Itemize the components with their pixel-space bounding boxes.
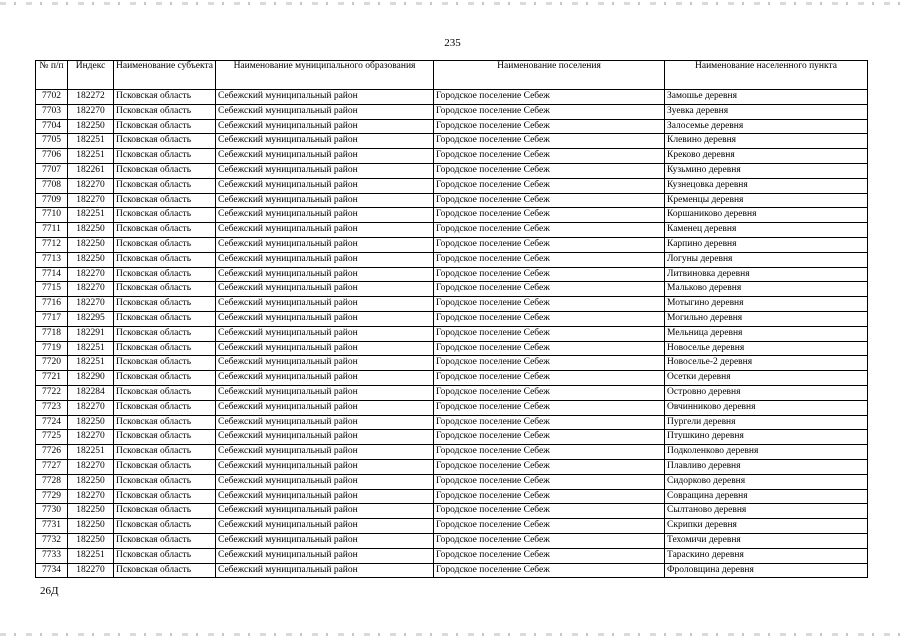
cell-subject: Псковская область <box>114 237 216 252</box>
cell-num: 7726 <box>36 445 68 460</box>
cell-num: 7720 <box>36 356 68 371</box>
cell-settlement: Городское поселение Себеж <box>434 459 665 474</box>
cell-index: 182251 <box>68 208 114 223</box>
cell-locality: Новоселье деревня <box>665 341 868 356</box>
cell-locality: Мальково деревня <box>665 282 868 297</box>
cell-locality: Фроловщина деревня <box>665 563 868 578</box>
cell-subject: Псковская область <box>114 400 216 415</box>
cell-locality: Тараскино деревня <box>665 548 868 563</box>
cell-settlement: Городское поселение Себеж <box>434 208 665 223</box>
cell-num: 7712 <box>36 237 68 252</box>
cell-locality: Логуны деревня <box>665 252 868 267</box>
cell-subject: Псковская область <box>114 445 216 460</box>
cell-num: 7708 <box>36 178 68 193</box>
cell-index: 182250 <box>68 519 114 534</box>
footer-code: 26Д <box>40 585 59 597</box>
table-row <box>36 459 868 474</box>
header-num: № п/п <box>36 61 68 90</box>
cell-locality: Птушкино деревня <box>665 430 868 445</box>
cell-settlement: Городское поселение Себеж <box>434 149 665 164</box>
cell-municipality: Себежский муниципальный район <box>216 208 434 223</box>
cell-municipality: Себежский муниципальный район <box>216 385 434 400</box>
cell-num: 7704 <box>36 119 68 134</box>
table-row <box>36 356 868 371</box>
cell-settlement: Городское поселение Себеж <box>434 356 665 371</box>
cell-municipality: Себежский муниципальный район <box>216 326 434 341</box>
scan-edge-top <box>0 2 905 5</box>
cell-municipality: Себежский муниципальный район <box>216 563 434 578</box>
table-row <box>36 90 868 105</box>
cell-locality: Кременцы деревня <box>665 193 868 208</box>
table-row <box>36 178 868 193</box>
cell-settlement: Городское поселение Себеж <box>434 237 665 252</box>
cell-index: 182261 <box>68 163 114 178</box>
cell-municipality: Себежский муниципальный район <box>216 178 434 193</box>
cell-subject: Псковская область <box>114 311 216 326</box>
cell-settlement: Городское поселение Себеж <box>434 371 665 386</box>
cell-index: 182251 <box>68 341 114 356</box>
cell-municipality: Себежский муниципальный район <box>216 119 434 134</box>
header-settlement: Наименование поселения <box>434 61 665 90</box>
cell-num: 7707 <box>36 163 68 178</box>
cell-settlement: Городское поселение Себеж <box>434 90 665 105</box>
cell-settlement: Городское поселение Себеж <box>434 297 665 312</box>
cell-municipality: Себежский муниципальный район <box>216 445 434 460</box>
table-row <box>36 104 868 119</box>
cell-locality: Осетки деревня <box>665 371 868 386</box>
cell-locality: Сидорково деревня <box>665 474 868 489</box>
page-number: 235 <box>444 37 461 49</box>
cell-subject: Псковская область <box>114 548 216 563</box>
table-row <box>36 430 868 445</box>
table-row <box>36 208 868 223</box>
cell-index: 182250 <box>68 504 114 519</box>
table-row <box>36 237 868 252</box>
header-index: Индекс <box>68 61 114 90</box>
cell-index: 182270 <box>68 297 114 312</box>
cell-subject: Псковская область <box>114 119 216 134</box>
cell-settlement: Городское поселение Себеж <box>434 519 665 534</box>
cell-locality: Плавливо деревня <box>665 459 868 474</box>
cell-municipality: Себежский муниципальный район <box>216 533 434 548</box>
cell-municipality: Себежский муниципальный район <box>216 474 434 489</box>
cell-municipality: Себежский муниципальный район <box>216 489 434 504</box>
table-row <box>36 548 868 563</box>
cell-settlement: Городское поселение Себеж <box>434 341 665 356</box>
cell-num: 7732 <box>36 533 68 548</box>
cell-locality: Сылтаново деревня <box>665 504 868 519</box>
cell-municipality: Себежский муниципальный район <box>216 504 434 519</box>
cell-num: 7710 <box>36 208 68 223</box>
cell-subject: Псковская область <box>114 193 216 208</box>
table-row <box>36 474 868 489</box>
cell-index: 182291 <box>68 326 114 341</box>
cell-index: 182270 <box>68 178 114 193</box>
table-row <box>36 163 868 178</box>
cell-municipality: Себежский муниципальный район <box>216 430 434 445</box>
cell-index: 182270 <box>68 267 114 282</box>
cell-subject: Псковская область <box>114 163 216 178</box>
cell-settlement: Городское поселение Себеж <box>434 533 665 548</box>
cell-index: 182251 <box>68 356 114 371</box>
cell-subject: Псковская область <box>114 90 216 105</box>
table-row <box>36 193 868 208</box>
cell-num: 7718 <box>36 326 68 341</box>
cell-subject: Псковская область <box>114 178 216 193</box>
table-row <box>36 134 868 149</box>
cell-settlement: Городское поселение Себеж <box>434 548 665 563</box>
cell-num: 7719 <box>36 341 68 356</box>
cell-locality: Островно деревня <box>665 385 868 400</box>
table-row <box>36 371 868 386</box>
cell-subject: Псковская область <box>114 282 216 297</box>
cell-num: 7722 <box>36 385 68 400</box>
cell-municipality: Себежский муниципальный район <box>216 193 434 208</box>
cell-locality: Клевино деревня <box>665 134 868 149</box>
table-row <box>36 223 868 238</box>
cell-index: 182270 <box>68 193 114 208</box>
cell-locality: Зуевка деревня <box>665 104 868 119</box>
cell-subject: Псковская область <box>114 267 216 282</box>
cell-locality: Креково деревня <box>665 149 868 164</box>
cell-num: 7727 <box>36 459 68 474</box>
table-row <box>36 297 868 312</box>
cell-locality: Литвиновка деревня <box>665 267 868 282</box>
cell-subject: Псковская область <box>114 385 216 400</box>
cell-settlement: Городское поселение Себеж <box>434 326 665 341</box>
cell-locality: Залосемье деревня <box>665 119 868 134</box>
cell-index: 182250 <box>68 119 114 134</box>
cell-municipality: Себежский муниципальный район <box>216 267 434 282</box>
cell-subject: Псковская область <box>114 208 216 223</box>
cell-settlement: Городское поселение Себеж <box>434 134 665 149</box>
cell-subject: Псковская область <box>114 459 216 474</box>
cell-index: 182290 <box>68 371 114 386</box>
cell-municipality: Себежский муниципальный район <box>216 311 434 326</box>
table-row <box>36 563 868 578</box>
cell-settlement: Городское поселение Себеж <box>434 193 665 208</box>
cell-settlement: Городское поселение Себеж <box>434 489 665 504</box>
cell-subject: Псковская область <box>114 134 216 149</box>
cell-settlement: Городское поселение Себеж <box>434 163 665 178</box>
cell-locality: Коршаниково деревня <box>665 208 868 223</box>
cell-subject: Псковская область <box>114 356 216 371</box>
cell-subject: Псковская область <box>114 149 216 164</box>
cell-locality: Скрипки деревня <box>665 519 868 534</box>
cell-index: 182251 <box>68 134 114 149</box>
cell-locality: Каменец деревня <box>665 223 868 238</box>
cell-subject: Псковская область <box>114 563 216 578</box>
table-row <box>36 445 868 460</box>
cell-subject: Псковская область <box>114 252 216 267</box>
cell-municipality: Себежский муниципальный район <box>216 548 434 563</box>
cell-locality: Кузьмино деревня <box>665 163 868 178</box>
table-row <box>36 341 868 356</box>
cell-index: 182251 <box>68 548 114 563</box>
scan-edge-bottom <box>0 633 905 636</box>
cell-num: 7721 <box>36 371 68 386</box>
cell-index: 182250 <box>68 237 114 252</box>
table-row <box>36 519 868 534</box>
cell-index: 182251 <box>68 445 114 460</box>
cell-subject: Псковская область <box>114 341 216 356</box>
table-row <box>36 252 868 267</box>
cell-locality: Пургели деревня <box>665 415 868 430</box>
cell-index: 182251 <box>68 149 114 164</box>
cell-index: 182270 <box>68 430 114 445</box>
cell-locality: Новоселье-2 деревня <box>665 356 868 371</box>
cell-municipality: Себежский муниципальный район <box>216 134 434 149</box>
cell-municipality: Себежский муниципальный район <box>216 297 434 312</box>
table-row <box>36 489 868 504</box>
cell-municipality: Себежский муниципальный район <box>216 223 434 238</box>
cell-index: 182295 <box>68 311 114 326</box>
cell-num: 7716 <box>36 297 68 312</box>
cell-municipality: Себежский муниципальный район <box>216 371 434 386</box>
cell-settlement: Городское поселение Себеж <box>434 474 665 489</box>
cell-locality: Замошье деревня <box>665 90 868 105</box>
table-row <box>36 533 868 548</box>
table-row <box>36 311 868 326</box>
cell-locality: Подколенково деревня <box>665 445 868 460</box>
cell-municipality: Себежский муниципальный район <box>216 149 434 164</box>
cell-municipality: Себежский муниципальный район <box>216 356 434 371</box>
cell-municipality: Себежский муниципальный район <box>216 400 434 415</box>
cell-municipality: Себежский муниципальный район <box>216 459 434 474</box>
cell-settlement: Городское поселение Себеж <box>434 311 665 326</box>
cell-num: 7734 <box>36 563 68 578</box>
cell-settlement: Городское поселение Себеж <box>434 430 665 445</box>
cell-subject: Псковская область <box>114 430 216 445</box>
cell-subject: Псковская область <box>114 415 216 430</box>
table-row <box>36 282 868 297</box>
table-row <box>36 504 868 519</box>
localities-table <box>35 60 868 578</box>
cell-num: 7729 <box>36 489 68 504</box>
cell-settlement: Городское поселение Себеж <box>434 385 665 400</box>
header-municipality: Наименование муниципального образования <box>216 61 434 90</box>
cell-municipality: Себежский муниципальный район <box>216 237 434 252</box>
cell-num: 7711 <box>36 223 68 238</box>
cell-num: 7728 <box>36 474 68 489</box>
cell-num: 7706 <box>36 149 68 164</box>
cell-index: 182250 <box>68 474 114 489</box>
cell-locality: Кузнецовка деревня <box>665 178 868 193</box>
cell-num: 7733 <box>36 548 68 563</box>
header-locality: Наименование населенного пункта <box>665 61 868 90</box>
cell-num: 7723 <box>36 400 68 415</box>
cell-subject: Псковская область <box>114 326 216 341</box>
cell-locality: Техомичи деревня <box>665 533 868 548</box>
cell-subject: Псковская область <box>114 223 216 238</box>
cell-settlement: Городское поселение Себеж <box>434 104 665 119</box>
cell-num: 7731 <box>36 519 68 534</box>
cell-locality: Мотыгино деревня <box>665 297 868 312</box>
cell-settlement: Городское поселение Себеж <box>434 267 665 282</box>
table-row <box>36 267 868 282</box>
cell-municipality: Себежский муниципальный район <box>216 415 434 430</box>
cell-subject: Псковская область <box>114 489 216 504</box>
cell-index: 182270 <box>68 282 114 297</box>
cell-index: 182270 <box>68 563 114 578</box>
cell-municipality: Себежский муниципальный район <box>216 252 434 267</box>
cell-locality: Карпино деревня <box>665 237 868 252</box>
cell-settlement: Городское поселение Себеж <box>434 252 665 267</box>
cell-subject: Псковская область <box>114 533 216 548</box>
cell-subject: Псковская область <box>114 519 216 534</box>
cell-subject: Псковская область <box>114 104 216 119</box>
cell-settlement: Городское поселение Себеж <box>434 415 665 430</box>
cell-locality: Овчинниково деревня <box>665 400 868 415</box>
cell-num: 7703 <box>36 104 68 119</box>
cell-settlement: Городское поселение Себеж <box>434 223 665 238</box>
table-row <box>36 385 868 400</box>
cell-settlement: Городское поселение Себеж <box>434 445 665 460</box>
cell-municipality: Себежский муниципальный район <box>216 519 434 534</box>
cell-municipality: Себежский муниципальный район <box>216 104 434 119</box>
cell-municipality: Себежский муниципальный район <box>216 163 434 178</box>
table-header-row <box>36 61 868 90</box>
cell-index: 182250 <box>68 252 114 267</box>
table-row <box>36 149 868 164</box>
cell-num: 7715 <box>36 282 68 297</box>
cell-municipality: Себежский муниципальный район <box>216 90 434 105</box>
cell-num: 7717 <box>36 311 68 326</box>
table-body <box>36 90 868 578</box>
header-subject: Наименование субъекта <box>114 61 216 90</box>
cell-municipality: Себежский муниципальный район <box>216 341 434 356</box>
cell-num: 7709 <box>36 193 68 208</box>
cell-subject: Псковская область <box>114 297 216 312</box>
cell-settlement: Городское поселение Себеж <box>434 119 665 134</box>
cell-num: 7724 <box>36 415 68 430</box>
cell-locality: Совращина деревня <box>665 489 868 504</box>
cell-settlement: Городское поселение Себеж <box>434 178 665 193</box>
cell-num: 7725 <box>36 430 68 445</box>
cell-municipality: Себежский муниципальный район <box>216 282 434 297</box>
cell-index: 182250 <box>68 223 114 238</box>
cell-locality: Могильно деревня <box>665 311 868 326</box>
cell-num: 7702 <box>36 90 68 105</box>
cell-settlement: Городское поселение Себеж <box>434 400 665 415</box>
table-row <box>36 326 868 341</box>
cell-index: 182250 <box>68 415 114 430</box>
cell-index: 182250 <box>68 533 114 548</box>
cell-locality: Мельница деревня <box>665 326 868 341</box>
cell-settlement: Городское поселение Себеж <box>434 504 665 519</box>
cell-settlement: Городское поселение Себеж <box>434 282 665 297</box>
cell-index: 182270 <box>68 489 114 504</box>
cell-num: 7705 <box>36 134 68 149</box>
cell-index: 182270 <box>68 459 114 474</box>
cell-index: 182284 <box>68 385 114 400</box>
table-row <box>36 400 868 415</box>
table-row <box>36 415 868 430</box>
cell-num: 7713 <box>36 252 68 267</box>
cell-settlement: Городское поселение Себеж <box>434 563 665 578</box>
cell-num: 7730 <box>36 504 68 519</box>
cell-num: 7714 <box>36 267 68 282</box>
table-row <box>36 119 868 134</box>
cell-index: 182272 <box>68 90 114 105</box>
cell-subject: Псковская область <box>114 371 216 386</box>
cell-index: 182270 <box>68 400 114 415</box>
cell-subject: Псковская область <box>114 504 216 519</box>
cell-subject: Псковская область <box>114 474 216 489</box>
cell-index: 182270 <box>68 104 114 119</box>
